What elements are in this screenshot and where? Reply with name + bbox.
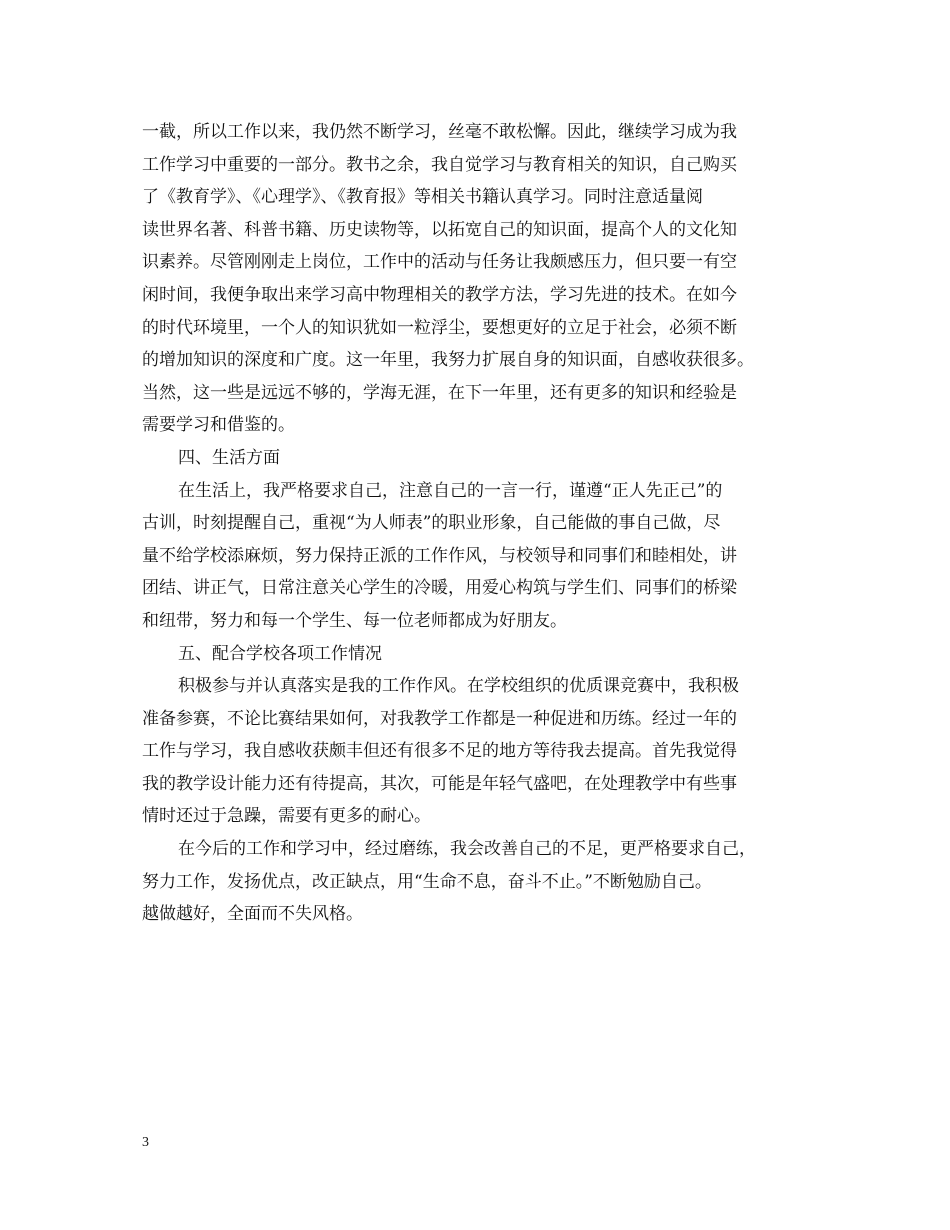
text-line: 在今后的工作和学习中，经过磨练，我会改善自己的不足，更严格要求自己， [178, 839, 756, 860]
body-text [142, 116, 810, 931]
text-line: 的增加知识的深度和广度。这一年里，我努力扩展自身的知识面，自感收获很多。 [142, 350, 754, 371]
text-line: 我的教学设计能力还有待提高，其次，可能是年轻气盛吧，在处理教学中有些事 [142, 773, 737, 794]
page-number: 3 [142, 1135, 149, 1150]
text-line: 工作学习中重要的一部分。教书之余，我自觉学习与教育相关的知识，自己购买 [142, 154, 737, 175]
text-line: 在生活上，我严格要求自己，注意自己的一言一行，谨遵“正人先正己”的 [178, 480, 723, 501]
section-heading: 四、生活方面 [178, 447, 280, 468]
text-line: 积极参与并认真落实是我的工作作风。在学校组织的优质课竞赛中，我积极 [178, 676, 739, 697]
text-line: 的时代环境里，一个人的知识犹如一粒浮尘，要想更好的立足于社会，必须不断 [142, 317, 737, 338]
text-line: 一截，所以工作以来，我仍然不断学习，丝毫不敢松懈。因此，继续学习成为我 [142, 122, 737, 142]
text-line: 情时还过于急躁，需要有更多的耐心。 [142, 806, 431, 827]
text-line: 读世界名著、科普书籍、历史读物等，以拓宽自己的知识面，提高个人的文化知 [142, 219, 737, 240]
section-heading: 五、配合学校各项工作情况 [178, 643, 382, 664]
text-line: 当然，这一些是远远不够的，学海无涯，在下一年里，还有更多的知识和经验是 [142, 382, 737, 403]
text-line: 需要学习和借鉴的。 [142, 415, 295, 436]
text-line: 团结、讲正气，日常注意关心学生的冷暖，用爱心构筑与学生们、同事们的桥梁 [142, 578, 737, 599]
text-line: 努力工作，发扬优点，改正缺点，用“生命不息，奋斗不止。”不断勉励自己。 [142, 871, 712, 892]
text-line: 古训，时刻提醒自己，重视“为人师表”的职业形象，自己能做的事自己做，尽 [142, 513, 721, 534]
text-line: 准备参赛，不论比赛结果如何，对我教学工作都是一种促进和历练。经过一年的 [142, 708, 737, 729]
text-line: 越做越好，全面而不失风格。 [142, 904, 363, 925]
text-line: 闲时间，我便争取出来学习高中物理相关的教学方法，学习先进的技术。在如今 [142, 284, 737, 305]
text-line: 量不给学校添麻烦，努力保持正派的工作作风，与校领导和同事们和睦相处，讲 [142, 545, 737, 566]
text-line: 了《教育学》、《心理学》、《教育报》等相关书籍认真学习。同时注意适量阅 [142, 187, 703, 208]
text-line: 和纽带，努力和每一个学生、每一位老师都成为好朋友。 [142, 610, 567, 631]
text-line: 工作与学习，我自感收获颇丰但还有很多不足的地方等待我去提高。首先我觉得 [142, 741, 737, 762]
text-line: 识素养。尽管刚刚走上岗位，工作中的活动与任务让我颇感压力，但只要一有空 [142, 252, 737, 273]
